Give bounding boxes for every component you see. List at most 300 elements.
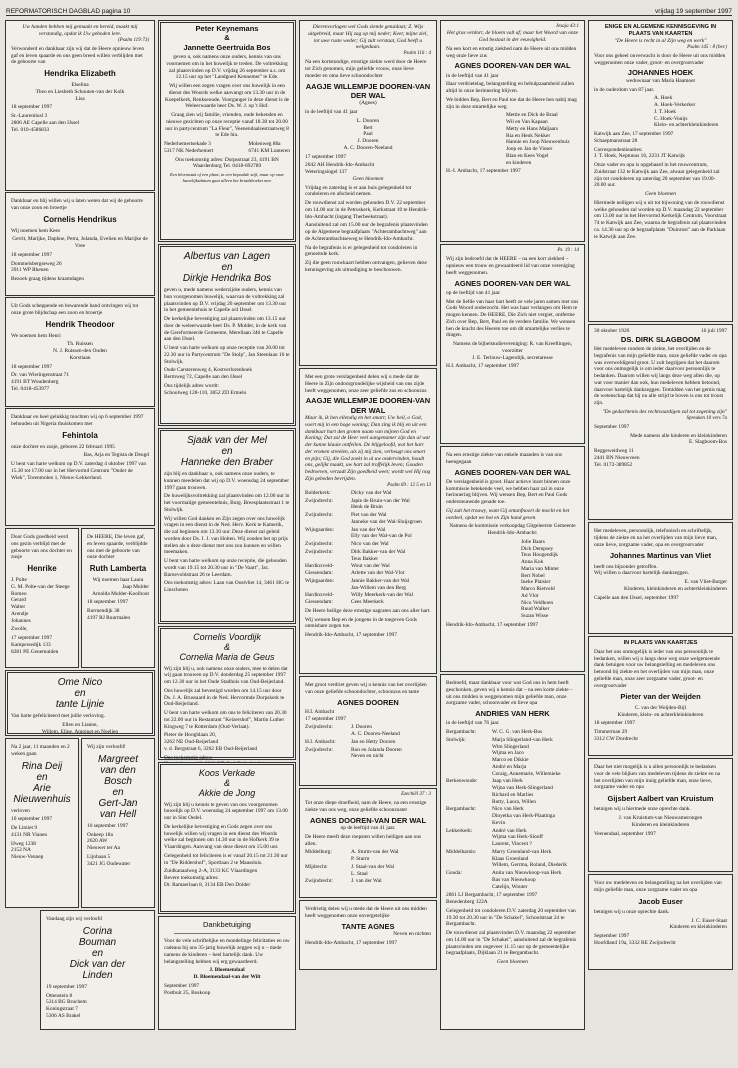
intro-text: Met een grote verslagenheid delen wij u mede dat de Heere in Zijn ondoorgrondelijke wijsheid van ons zijde heeft weggenomen, onze zeer geliefde zus en schoonzus: [305, 374, 427, 394]
family-row: [305, 864, 431, 878]
place-date: Hendrik-Ido-Ambacht, 17 september 1997: [305, 632, 397, 638]
names: Sjaak van der Mel en Hanneke den Braber: [180, 435, 274, 468]
family-names: Marja Slingerland-van Herk Wim Slingerland Wijma en Jaco Marco en Dikkie André en Marja Coraig, Annemarie, Willemieke: [492, 736, 561, 777]
date: September 1997: [594, 423, 630, 430]
family-list: [446, 729, 579, 890]
deceased-name: JOHANNES HOEK: [627, 68, 694, 78]
church-service: Ons huwelijk zal bevestigd worden om 14.15 uur door Ds. J. A. Brussaard in de Ned. Hervormde Dorpskerk te Oud-Beijerland.: [164, 687, 285, 708]
family-place: Zwijndrecht:: [305, 724, 333, 731]
thanks-ad-slagboom: [588, 324, 733, 520]
note: Geen bloemen: [352, 175, 384, 182]
intro-text: Verwonderd en dankbaar zijn wij dat de Heere opnieuw leven gaf en leven spaarde en ons geen breed willen verblijden met de geboorte van: [11, 45, 145, 66]
thanks-text: betuigen wij u onze oprechte dank.: [594, 908, 670, 915]
parents: Th. Ruissen N. J. Ruissen-den Ouden Korstiaan: [53, 341, 107, 361]
wedding-ad-sjaak: [158, 428, 296, 624]
family: J. van Kruistum-van Nieuwamerongen Kinderen en kleinkinderen: [618, 815, 703, 828]
family-names: Japie de Bruin-van der Wal Henk de Bruin: [351, 497, 410, 511]
address: Timmerman 29 3312 CW Dordrecht: [594, 729, 638, 742]
members: Jolie Baars Dick Dempsey Teus Hoogendijk Anna Kok Maria van Minter Bert Nobel Ineke Plaisier Marco Rietveld Ad Vlot Nico Veldhoen Ruud Walker Suzan Wisse: [521, 538, 560, 620]
thanks-text: betuigen wij u hiermede onze oprechte dank.: [594, 806, 691, 813]
correspondence-address: Correspondentieadres: J. T. Hoek, Neptunus 16, 2231 JT Katwijk: [594, 146, 685, 160]
condolence-info: Gelegenheid tot condoleren D.V. zaterdag 20 september van 19.30 tot 20.30 uur in "De Schakel", Schoolstraat 24 te Bergambacht.: [446, 907, 576, 928]
engagement-ad-omenico: [5, 670, 155, 736]
thanks-text: Voor uw medeleven en belangstelling na het overlijden van mijn geliefde man, onze zorgzame vader en opa: [594, 880, 722, 893]
condolence-info: Vrijdag en zaterdag is er aan huis gelegenheid tot condoleren en afscheid nemen.: [305, 184, 412, 198]
intro-text: Na 2 jaar, 11 maanden en 2 weken gaan: [11, 744, 70, 757]
family-place: Zwijndrecht:: [305, 878, 333, 885]
family-names: W. C. G. van Herk-Bos: [492, 729, 543, 736]
memory-text: De verslagenheid is groot. Haar actieve inzet binnen onze kommissie betekende veel, we hebben haar zal in onze herinnering blijven. Wij wensen Bep, Bert en Paul Gods ondersteunende genade toe.: [446, 478, 571, 506]
child-name: Cornelis Hendrikus: [43, 214, 117, 224]
thanks-text: heeft ons bijzonder getroffen. Wij willen u daarvoor hartelijk dankzeggen.: [594, 563, 689, 577]
senders: Ellen en Lianne, Willem, Eline, Antoinet en Noelien: [41, 721, 119, 735]
wedding-ad-peter: [158, 20, 296, 242]
condolence-info: Na de begrafenis is er gelegenheid tot condoleren in genoemde kerk.: [305, 244, 418, 258]
family-place: Zwijndrecht:: [305, 548, 333, 555]
family-list: [305, 724, 431, 760]
place-date: H.I. Ambacht, 17 september 1997: [446, 363, 519, 370]
family-place: Bolderkerk:: [305, 489, 331, 496]
child-name: Henrike: [27, 564, 57, 573]
deceased-name: Pieter van der Weijden: [620, 692, 701, 702]
family: Mede namens alle kinderen en kleinkinderen E. Slagboom-Bos: [630, 432, 727, 446]
family: C. van der Weijden-Bijl Kinderen, klein- en achterkleinkinderen: [617, 704, 704, 718]
date: 17 september 1997: [305, 153, 347, 160]
signatories: Namens de bijbelstudievereniging: R. van Kreeftingen, voorzitter J. E. Terlouw-Lagendijk, secretaresse: [452, 341, 572, 361]
deceased-name: AAGJE WILLEMPJE DOOREN-VAN DER WAL: [305, 81, 431, 100]
address: Reggeweidweg 11 2441 BN Nieuwveen Tel. 0172-389852: [594, 448, 640, 468]
family-row: [305, 563, 431, 577]
invitation-note: Zij die geen rouwkaart hebben ontvangen, gelieven deze kennisgeving als uitnodiging te beschouwen.: [305, 260, 427, 273]
address: St.-Laurentiusl 3 2806 AE Capelle aan den IJssel Tel. 010-4586833: [11, 113, 80, 133]
date: 10 september 1997: [11, 816, 53, 823]
age: in de leeftijd van 41 jaar: [446, 72, 499, 79]
church-service: Wij willen een zegen vragen over ons huwelijk in een dienst des Woords welke aanvangt om 13.30 uur in de Koepelkerk, Renkseoude. Voorganger in deze dienst is de Weleerwaarde heer Ds. W. J. op 't Hof.: [164, 83, 290, 110]
place-date: H.I. Ambacht 17 september 1997: [305, 708, 347, 722]
address: Kampersedijk 133 8281 PE Genemuiden: [11, 641, 59, 655]
age: op de leeftijd van 41 jaar.: [446, 289, 501, 296]
address: Lijnbaan 5 3421 JG Oudewater: [87, 853, 131, 867]
family-place: Lekkerkerk:: [446, 827, 473, 834]
family-place: Berkenwoude:: [446, 778, 478, 785]
reception-info: U bent van harte welkom om ons te feliciteren van 20.30 tot 22.00 uur in Restaurant "Keizershof", Martin Luther Kingweg 7 te Rotterdam (Oud-Verlaat).: [164, 710, 287, 730]
address: IJweg 1238 2152 NA Nieuw-Vennep: [11, 840, 44, 860]
deceased-name: AGNES DOOREN-VAN DER WAL: [454, 61, 571, 71]
bible-reference: Spreuken 10 vers 7a: [686, 415, 727, 421]
family-place: Zwijndrecht:: [305, 512, 333, 518]
deceased-name: AGNES DOOREN-VAN DER WAL: [454, 467, 571, 477]
intro-text: Voor ons geheel onverwacht is door de Heere uit ons midden weggenomen onze vader, groot- en overgrootvader: [594, 52, 726, 66]
address: Ookeep 18a 2620 AW Nieuwer ter Aa: [87, 831, 120, 851]
call-name: Wij noemen haar Laura: [92, 577, 144, 583]
bible-reference: Psalm 116 : 4: [403, 51, 431, 56]
family-names: A. Sturm-van der Wal P. Sturm: [351, 849, 399, 863]
family-place: Zwijndrecht:: [305, 541, 333, 547]
family-names: André van Herk Wijma van Herk-Slooff Laurent, Vincent ?: [492, 827, 543, 848]
family-names: Ron en Jolanda Dooren Neven en nicht: [351, 746, 402, 760]
thanks-ad-bloemendaal: [158, 916, 296, 1030]
address: Zuidkanaalweg 2-A, 3133 KC Vlaardingen Bevere toekomstig adres: Dr. Ramaerlaan 8, 3134 EB Den Dolder: [164, 868, 258, 888]
church-service: De kerkelijke bevestiging zal plaatsvinden om 13.15 uur door de weleerwaarde heer Ds. P. Mulder, in de kerk van de Gereformeerde Gemeente, Merellaan 346 te Capelle aan den IJssel.: [164, 316, 287, 343]
service-info: Hiermede neiligen wij u uit tot bijwoning van de rouwdienst welke gehouden zal worden op D.V. maandag 22 september om 13.00 uur in het Hervormd Kerkelijk Centrum, Voorstraat 74 te Katwijk aan Zee, waarna de begrafenis zal plaatsvinden ca. 14.30 uur op de begraafplaats "Duinrust" aan de Parklaan te Katwijk aan Zee.: [594, 199, 727, 240]
birth-ad-henrike: [5, 528, 79, 668]
place-date: Hendrik-Ido-Ambacht, 17 september 1997: [305, 939, 397, 946]
note: Bezoek graag tijdens kraamdagen: [11, 276, 84, 282]
family-names: Willy Meerkerk-van der Wal Cees Meerkerk: [351, 592, 413, 605]
date-address: September 1997 Hoofdland 19a, 3332 RE Zwijndrecht: [594, 933, 676, 946]
announcement: zijn blij en dankbaar u, ook namens onze ouders, te kunnen meedelen dat wij op D.V. woensdag 24 september 1997 gaan trouwen.: [164, 471, 290, 491]
address: Koningstraat 7 5306 AS Brakel: [46, 1006, 81, 1019]
intro-text: Uit Gods scheppende en bewarende hand ontvingen wij tot onze grote blijdschap een zoon en broertje: [11, 303, 139, 316]
names: Rina Deij en Arie Nieuwenhuis: [13, 760, 71, 805]
family-names: Nico van der Wal: [351, 541, 389, 547]
bible-reference: (Psalm 119:73): [118, 37, 149, 43]
intro-text: De HEERE, Die leven gaf, en leven spaarde, verblijdde ons met de geboorte van onze dochter: [87, 534, 148, 561]
place-date: Veenendaal, september 1997: [594, 830, 656, 837]
family-row: [305, 498, 431, 512]
thanks-text: Het medeleven, persoonlijk, telefonisch en schriftelijk, tijdens de ziekte en na het overlijden van mijn lieve man, onze lieve, zorgzame vader, opa en overgrootvader: [594, 528, 718, 548]
parents: J. Polte G. M. Polte-van der Steege Romeo Gerard Walter Arendje Johannes: [11, 577, 70, 624]
memory-text: Haar verdrietelag, belangstelling en behulpzaamheid zullen altijd in onze herinnering blijven.: [446, 81, 575, 95]
obituary-aagje-family: [299, 20, 437, 366]
deceased-name: Johannes Martinus van Vliet: [609, 551, 712, 561]
family-row: [305, 541, 431, 548]
future-address: Ons toekomstig adres: Laan van Oostvliet 14, 3461 HG te Linschoten: [164, 580, 290, 593]
child-name: Hendrika Elizabeth: [44, 69, 116, 78]
family-names: Anita van Nieuwkoop-van Herk Bas van Nieuwkoop Catelijn, Wouter: [492, 870, 562, 890]
family-row: [305, 527, 431, 541]
announcement: geven u, ook namens onze ouders, kennis van ons voornemen om in het huwelijk te treden. De voltrekking zal plaatsvinden op D.V. vrijdag 26 september a.s. om 12.15 uur op het "Landgoed Kennemer" te Ede.: [166, 54, 288, 81]
verse: Het gras verdort, de bloem valt af; maar het Woord van onze God bestaat in der eeuwigheid.: [446, 30, 579, 43]
bible-reference: Ezechiël 37 : 3: [401, 792, 431, 797]
thanks-text: Voor de vele schriftelijke en mondelinge felicitaties en uw cadeaus bij ons 35-jarig huwelijk zeggen wij u – mede namens de kinderen – heel hartelijk dank. Uw belangstelling hebben wij erg gewaardeerd.: [164, 938, 290, 965]
wedding-ad-albertus: [158, 244, 296, 426]
thanks-ad-van-kruistum: [588, 758, 733, 872]
family: E. van Vliet-Burger Kinderen, kleinkinderen en achterkleinkinderen: [624, 579, 727, 592]
birth-ad-cornelis: [5, 192, 155, 296]
deceased-name: AGNES DOOREN-VAN DER WAL: [309, 815, 427, 825]
announcement: Wij zijn blij u kennis te geven van ons voorgenomen huwelijk op D.V. woensdag 24 september 1997 om 13.00 uur in Sint Oedel.: [164, 801, 288, 822]
obituary-agnes-bible-study: [440, 244, 585, 444]
child-name: Hendrik Theodoor: [45, 319, 115, 329]
future-address: Ons tijdelijk adres wordt: Schoolweg 128-110, 3852 ZD Ermelo: [164, 382, 247, 396]
bible-reference: Ps. 19 : 14: [557, 248, 579, 253]
address: Ottenstein 8 5314 BG Bruchem: [46, 992, 87, 1006]
names: J. Bloemendaal D. Bloemendaal-van der Wilt: [193, 967, 261, 981]
place-date: Capelle aan den IJssel, september 1997: [594, 594, 679, 601]
wedding-ad-koos: [158, 762, 296, 914]
address: Burmendijk 38 4197 RJ Ruurmalen: [87, 608, 131, 621]
birth-ad-hendrika: [5, 20, 155, 191]
names: Ome Nico en tante Lijnie: [55, 677, 105, 710]
masthead-right: vrijdag 19 september 1997: [655, 8, 732, 15]
obituary-agnes-dooren: [299, 676, 437, 786]
verse: "De gedachtenis des rechtvaardigen zal tot zegening zijn": [602, 408, 727, 415]
family-place: Stolwijk:: [446, 736, 466, 743]
address: Nederhemertsekade 3 5317 NK Nederhemert: [164, 141, 214, 154]
intro-text: Met groot verdriet geven wij u kennis van het overlijden van onze geliefde schoondochter, schoonzus en tante: [305, 682, 427, 695]
obituary-agnes-jesaja: [440, 20, 585, 242]
church-service: Wij willen God danken en Zijn zegen over ons huwelijk vragen in een dienst in de Ned. Herv. Kerk te Kamerik, die zal beginnen om 13.30 uur. Deze dienst zal geleid worden door Ds. J. J. van Holten. Wij zouden het op prijs stellen als u deze dienst met ons zou kunnen en willen meemaken.: [164, 515, 288, 556]
address: 2042 AH Hendrik-Ido-Ambacht Weteringsingel 137: [305, 162, 375, 175]
thanks-text: Het medeleven rondom de ziekte, het overlijden en de begrafenis van mijn geliefde man, onze geliefde vader en opa was overweldigend groot. U zult begrijpen dat het daarom voor ons onmogelijk is om ieder daarvoor persoonlijk te bedanken. Daarom willen wij langs deze weg allen die, op wat voor manier dan ook, hun medeleven hebben betoond, daarvoor hartelijk dankzeggen. Temidden van het gemis mag de wetenschap dat hij nu alle strijd te boven is ons tot troost zijn.: [594, 346, 727, 407]
wedding-ad-cornelis-voordijk: [158, 626, 296, 760]
thanks-ad-van-vliet: [588, 522, 733, 634]
service-info: De rouwdienst zal worden gehouden D.V. 22 september om 14.00 uur in de Petruskerk, Kerkstraat 10 te Hendrik-Ido-Ambacht (ingang Therbeekstraat).: [305, 200, 429, 220]
family-place: Hardinxveld-Giessendam:: [305, 592, 334, 605]
family-names: Wout van der Wal Arlette van der Wal-Vlot: [351, 563, 405, 576]
reception-info: Graag zien wij familie, vrienden, oude bekenden en nieuwe gezichten op onze receptie vanaf 18.30 tot 20.00 uur in partycentrum "La Fleur", Veenendaalsestraatweg 8 te Ede hiu.: [165, 112, 289, 139]
family-row: [446, 806, 579, 826]
family-place: H.I. Ambacht:: [305, 738, 336, 745]
intro-text: Wij zijn verloofd!: [87, 744, 126, 750]
family-names: Jan en Hetty Dooren: [351, 738, 396, 745]
child-info: onze dochter en zusje, geboren 22 februari 1995: [11, 443, 115, 450]
names: Koos Verkade & Akkie de Jong: [198, 768, 256, 798]
burial-info: Aansluitend zal om 15.00 uur de begrafenis plaatsvinden op de Algemene begraafplaats "Achterambachtweg" aan de Achterambachtseweg te Hendrik-Ido-Ambacht.: [305, 222, 428, 242]
ad-title: IN PLAATS VAN KAARTJES: [623, 640, 698, 646]
family-row: [446, 849, 579, 869]
intro-text: Wij zijn bedroefd dat de HEERE – na een kort ziekbed – opnieuw een trouw en gewaardeerd lid van onze vereniging heeft weggenomen.: [446, 256, 575, 276]
family: Mettie en Dick de Braal Wil en Van Kapaan Metty en Hans Maljaars Ria en Henk Nekker Hannie en Joop Nieuwenhuiz Joop en Jan de Visser Blan en Kees Vogel en kinderen: [506, 112, 570, 166]
ad-title: ENIGE EN ALGEMENE KENNISGEVING IN PLAATS VAN KAARTEN: [604, 24, 717, 37]
family-row: [305, 724, 431, 738]
verse: Dierenvorlagen wel Gods ziende getuidaat; Z. Wijs uitgebreid, maar Hij zag op mij neder; Keer, mijne ziel, tot uwe ruste weder; Gij zult verstaat, God heeft u welgedaan.: [308, 24, 428, 51]
note: Geen bloemen: [645, 191, 676, 198]
birth-ad-hendrik: [5, 297, 155, 407]
verse: Uw handen hebben mij gemaakt en bereid, maakt mij verstandig, opdat ik Uw geboden lere.: [22, 24, 138, 37]
deceased-name: AGNES DOOREN-VAN DER WAL: [454, 278, 571, 288]
date: 18 september 1997: [11, 104, 53, 111]
date: 18 september 1997: [11, 251, 53, 258]
thanks-text: Daar het niet mogelijk is u allen persoonlijk te bedanken voor de vele blijken van medeleven tijdens de ziekte en na het overlijden van mijn innig geliefde man, onze lieve, zorgzame vader en opa: [594, 764, 721, 791]
family-place: Mijdrecht:: [305, 863, 328, 870]
address: Dr. van Wieringenstraat 71 4191 BT Woudenberg Tel. 0418-453977: [11, 372, 70, 392]
subtitle: weduwnaar van Maria Haamoet: [626, 77, 695, 84]
closing-text: Wij wensen Bep en de jongens in de toegeven Gods onmisbare zegen toe.: [305, 616, 417, 630]
sibling: Lisa: [75, 95, 85, 102]
family-row: [305, 739, 431, 746]
obituary-johannes-hoek: [588, 20, 733, 322]
family-names: J. Staal-van der Wal L. Staal: [351, 863, 395, 877]
masthead-left: REFORMATORISCH DAGBLAD pagina 10: [6, 8, 131, 15]
date: 19 september 1997: [46, 983, 88, 990]
names: Peter Keynemans & Jannette Geertruida Bos: [183, 24, 271, 52]
verse: Gij zult het trouwy, want Gij ontanfnoort de mocht en het oordeel, opdat we hot en Zijn hand geven.: [446, 507, 570, 521]
address: Oude Carsterenweg 4, Kostverlorenhoek Bermweg 72, Capelle aan den IJssel: [164, 367, 253, 380]
deceased-name: Gijsbert Aalbert van Kruistum: [607, 794, 714, 803]
adoption-ad-fehintola: [5, 408, 155, 526]
family-row: [305, 578, 431, 592]
church-service: De kerkelijke bevestiging en Gods zegen over ons huwelijk willen wij vragen in een dienst des Woords welke zal beginnen om 14.30 uur in de Hofkerk 39 te Vlaardingen. Aanvang van deze dienst om 15.00 uur.: [164, 823, 280, 851]
future-address: Ons toekomstig adres:: [164, 754, 213, 761]
bible-reference: Psalm 69 : 12 5 en 13: [387, 482, 431, 488]
service-info: De rouwdienst zal plaatsvinden D.V. maandag 22 september om 14.00 uur in "De Schakel", aansluitend zal de begrafenis plaatsvinden om ongeveer 11.15 uur op de gemeentelijke begraafplaats, Dijklaan 21 te Bergambacht.: [446, 930, 576, 957]
age: in de leeftijd van 41 jaar: [305, 109, 358, 115]
wish-text: We bidden Bep, Bert en Paul toe dat de Heere hen nabij mag zijn in deze smartelijke weg.: [446, 96, 577, 110]
death-date: 16 juli 1997: [700, 328, 727, 334]
family-names: Marry Groenland-van Herk Klaas Groenland Willem, Gerrma, Roland, Diederik: [492, 848, 567, 869]
message: Van harte gefeliciteerd met jullie verloving.: [11, 713, 105, 719]
date: 18 september 1997: [11, 363, 53, 370]
engagement-ad-corina: [40, 910, 155, 1030]
parents: Bas, Arja en Tegista de Deugd: [83, 452, 149, 459]
date: 18 september 1997: [594, 720, 636, 727]
thanks-ad-euser: [588, 874, 733, 970]
deceased-name: TANTE AGNES: [341, 921, 395, 931]
ad-title: Dankbetuiging: [203, 920, 251, 929]
reception-info: U bent van harte welkom op D.V. zaterdag 4 oktober 1997 van 15.30 tot 17.00 uur in het Hervormd Centrum "Onder de Wiek", Torenmolen 1, Nieuw-Lekkerland.: [11, 461, 147, 481]
obituary-agnes-sisters: [299, 788, 437, 898]
family: Neven en nichten: [393, 930, 431, 937]
deceased-name: AAGJE WILLEMPJE DOOREN-VAN DER WAL: [305, 396, 431, 415]
thanks-text: Daar het ons onmogelijk is ieder van ons persoonlijk te bedanken, willen wij u langs deze weg onze welgemeende dank betuigen voor uw belangstelling en medeleven ons betoond bij ziekte en het overlijden van mijn man, onze geliefde man, onze zeer zorgzame vader, groot- en overgrootvader: [594, 648, 720, 689]
ceremony-info: De huwelijksvoltrekking zal plaatsvinden om 12.00 uur in het voormalige gemeentehuis, Burg. Breesplaatsstraat 1 te Stolwijk.: [164, 493, 290, 513]
family-row: [446, 778, 579, 805]
engagement-ad-rina: [5, 738, 79, 908]
verse: Maar ik, ik ben ellendig en het smart; Uw heil, o God, voert mij in een hoge woning; Dan zing ik blij en uit een dankbaar hart den groten naam van mijnen God en Koning; Dat zal de Heer veel aangenamer zijn dan al wat der kunne klaaie ontfeilen. De blijgeloofd, wat het hart der vromen streelen, als zij mij zien, verheugt ons smart en pijn; Gij, die God zoekt in al uw ondervinden, houdt ons, gelijkt maakt, uw hart zal troffelijk leven; Gouden bedroeven, verzadt Zijn goedheid weet; wordt wel Hij nog Zijn gebeden bevrijden.: [305, 415, 431, 482]
age: op de leeftijd van 41 jaar.: [340, 825, 396, 832]
family-place: Zwijndrecht:: [305, 497, 333, 504]
family: A. Hoek A. Hoek-Verkerker J. T. Hoek C. Hoek-Vonijs Klein- en achterkleinkinderen: [654, 95, 719, 129]
condolence-info: Onze vader en opa is opgebaard in het rouwcentrum, Zuidstraat 132 te Katwijk aan Zee, alwaar gelegenheid zal zijn tot condoleren op zaterdag 20 september van 19.00-20.00 uur.: [594, 162, 720, 189]
date: 17 september 1997: [11, 635, 53, 641]
intro-text: Door Gods goedheid werd ons gezin verblijd met de geboorte van ons dochter en zusje: [11, 534, 72, 561]
family-names: Piet van der Wal Janneke van der Wal-Sluijsgroen: [351, 512, 422, 525]
family-place: Wijngaarden:: [305, 526, 335, 533]
family-names: Jaap van Herk Wijna van Herk-Slingerland Richard en Marlies Rutty, Laura, Willen: [492, 778, 553, 805]
family-names: J. van der Wal: [351, 878, 382, 885]
family-list: [305, 490, 431, 606]
age: in de leeftijd van 76 jaar.: [446, 720, 500, 727]
bible-reference: Jesaja 43:1: [555, 24, 579, 29]
family-row: [305, 549, 431, 563]
reception-info: Gelegenheid tot feliciteren is er vanaf 20.15 tot 21.30 uur in "De Riddershof", Sportlaan 2 te Maassluis.: [164, 852, 288, 866]
family-place: Wijngaarden:: [305, 577, 335, 584]
intro-text: Tot onze diepe droefheid, nam de Heere, na een ernstige ziekte van ons weg, onze geliefde schoonzuster: [305, 800, 427, 813]
names: Albertus van Lagen en Dirkje Hendrika Bos: [182, 251, 272, 284]
child-name: Ruth Lamberta: [89, 564, 147, 573]
future-address: Ons toekomstig adres: Dorpsstraat 23, 4191 BN Waardenburg Tel. 0418-692789: [175, 156, 279, 170]
announcement: geven u, mede namens wederzijdse ouders, kennis van hun voorgenomen huwelijk, waarvan de voltrekking zal plaatsvinden op D.V. vrijdag 26 september om 13.30 uur in het gemeentehuis te Capelle a/d IJssel.: [164, 287, 287, 314]
birth-date: 30 oktober 1920: [594, 328, 630, 334]
deceased-name: AGNES DOOREN: [337, 697, 399, 707]
family-place: Zwijndrecht:: [305, 746, 333, 753]
family-place: Middelharnis:: [446, 848, 477, 855]
family-names: J. Dooren A. C. Dooren-Neeland: [351, 724, 400, 738]
family-place: Bergambacht:: [446, 806, 477, 813]
announcement: Wij zijn blij u, ook namens onze ouders, mee te delen dat wij gaan trouwen op D.V. donderdag 25 september 1997 om 12.30 uur in het Oude Stadhuis van Oud-Beijerland.: [164, 665, 288, 686]
birth-ad-ruth: [81, 528, 155, 668]
family-row: [305, 490, 431, 497]
address: Dommelsbergseweg 26 3911 WP Rhenen: [11, 260, 62, 274]
intro-text: Vandaag zijn wij verloofd: [46, 916, 102, 922]
call-name: We noemen hem Henri: [11, 332, 61, 339]
address: De Limiet 9 4131 NR Vianen: [11, 825, 48, 838]
bible-reference: Psalm 145 : 8 (ber.): [687, 44, 727, 50]
family-row: [305, 878, 431, 885]
intro-text: Na een kortstondige, ernstige ziekte werd door de Heere tot Zich genomen, mijn geliefde vrouw, onze lieve moeder en oma lieve schoondochter: [305, 59, 427, 79]
note: Geen bloemen: [497, 959, 528, 966]
committee: Namens de kommissie verkoopdag Gitgeleerste Gemeente Hendrik-Ido-Ambacht:: [449, 523, 576, 537]
family: L. Dooren Bert Paul J. Dooren A. C. Dooren-Neeland: [343, 117, 393, 151]
intro-text: Dankbaar en heel gelukkig mochten wij op 6 september 1997 behouden uit Nigeria thuiskomen met: [11, 414, 144, 427]
obituary-tante-agnes: [299, 900, 437, 970]
family-names: Jan van der Wal Elly van der Wal-van de Pol: [351, 526, 412, 540]
parents: Theo en Liesbeth Schouten-van der Kolk: [35, 88, 125, 95]
date-address: September 1997 Postbuit 25, Boskoop: [164, 982, 211, 996]
family-row: [446, 828, 579, 848]
deceased-name: DS. DIRK SLAGBOOM: [620, 334, 701, 344]
date: 18 september 1997: [87, 599, 129, 606]
family-names: Dirk Bakker-van der Wal Teus Bakker: [351, 548, 406, 562]
family-row: [305, 512, 431, 526]
family-place: Gouda:: [446, 870, 462, 877]
family-names: Jannie Bakker-van der Wal Jan-Willem van den Berg: [351, 577, 410, 591]
date: 10 september 1997: [87, 822, 129, 829]
obituary-aagje-siblings: [299, 368, 437, 674]
obituary-andries: [440, 674, 585, 1030]
masthead: [6, 4, 732, 16]
closing-text: De Heere heilige deze ernstige nagraten aan ons aller hart.: [305, 607, 431, 614]
intro-text: Na een ernstige ziekte van enkele maanden is van ons heengegaan: [446, 452, 563, 465]
thanks-ad-van-der-weijden: [588, 636, 733, 756]
family-place: Bergambacht:: [446, 729, 477, 736]
place-date: Katwijk aan Zee, 17 september 1997 Schaepmanstraat 28: [594, 131, 674, 144]
family-names: Dicky van der Wal: [351, 489, 392, 496]
family-row: [305, 849, 431, 863]
status: verloven: [11, 807, 30, 814]
obituary-agnes-committee: [440, 446, 585, 672]
place-date: 2861 LJ Bergambacht, 17 september 1997 Benedenberg 122A: [446, 892, 538, 906]
intro-text: Na een kort en ernstig ziekbed nam de Heere uit ons midden weg onze lieve zus: [446, 45, 577, 59]
place-date: Hendrik-Ido-Ambacht, 17 september 1997: [446, 621, 538, 628]
family-list: [305, 849, 431, 885]
family-row: [305, 747, 431, 761]
verse: "De Heere is recht in al Zijn weg en werk": [614, 37, 707, 44]
reception-info: U bent van harte welkom op onze receptie, die gehouden wordt van 19.15 tot 20.30 uur in "De Vaart", Jac. Barnevoldstraat 26 te Leerdam.: [164, 558, 287, 578]
names: Corina Bouman en Dick van der Linden: [69, 925, 126, 981]
family-place: Hardinxveld-Giessendam:: [305, 563, 334, 576]
names: Cornelis Voordijk & Cornelia Maria de Geus: [179, 632, 275, 662]
parents: Gerrit, Marijke, Daphne, Petra, Jolanda, Evelien en Marijke de Vree: [12, 236, 148, 249]
deceased-name: Jacob Euser: [638, 896, 683, 906]
call-name: Elselina: [71, 82, 89, 88]
intro-text: Dankbaar en blij willen wij u laten weten dat wij de geboorte van onze zoon en broertje: [11, 198, 143, 211]
memory-text: Met de liefde van haar hart heeft ze vele jaren samen met ons Gods Woord onderzocht. Het was haar verlangen om Hem te mogen kennen. De HEERE, Die Zich niet vergiet, ontferme Zich over Bep, Bert, Paul en de verdere familie. We wensen hen de kracht des Heeren toe om dit smartelijke verlies te dragen.: [446, 298, 579, 339]
intro-text: Verdrietig delen wij u mede dat de Heere uit ons midden heeft weggenomen onze onvergetelijke: [305, 906, 427, 919]
engagement-ad-margreet: [81, 738, 155, 908]
family-names: Nico van Herk Dinyetka van Herk-Plaatinga Kevin: [492, 806, 555, 826]
address: Molenweg 88a 6741 KM Lunteren: [248, 141, 290, 154]
reception-info: U bent van harte welkom op onze receptie van 20.00 tot 22.30 uur in Partycentrum "De Stolp", Jan Steenlaan 16 te Stolwijk.: [164, 345, 290, 365]
address: Pieter de Hooghlaan 20, 3262 NE Oud-Beijerland v. d. Bergstraat 6, 3262 EB Oud-Beijerland: [164, 732, 258, 752]
names: Margreet van den Bosch en Gert-Jan van Hell: [97, 753, 138, 820]
note: Een bloemstuk of een plant, in een bepaalde stijl, maar op onze huwelijksdatum gaat alleen het bruidsboeket mee: [169, 172, 285, 183]
family-row: [446, 870, 579, 890]
family-row: [446, 729, 579, 736]
deceased-name: ANDRIES VAN HERK: [475, 709, 550, 718]
family: J. C. Euser-Staat Kinderen en kleinkinderen: [669, 917, 727, 931]
place: Zwolle,: [11, 626, 28, 633]
parents: Jaap Mulder Arnolda Mulder-Koolhout: [92, 583, 149, 597]
intro-text: Bedroefd, maar dankbaar voor wat God ons in hem heeft geschonken, geven wij u kennis dat – na een korte ziekte – uit ons midden is weggenomen mijn geliefde man, onze zorgzame vader, schoonvader en lieve opa: [446, 680, 573, 707]
family-place: Middelburg:: [305, 849, 332, 856]
family-row: [305, 592, 431, 606]
family-row: [446, 737, 579, 778]
place-date: H.-I. Ambacht, 17 september 1997: [446, 168, 521, 175]
call-name: (Agnes): [359, 100, 377, 107]
